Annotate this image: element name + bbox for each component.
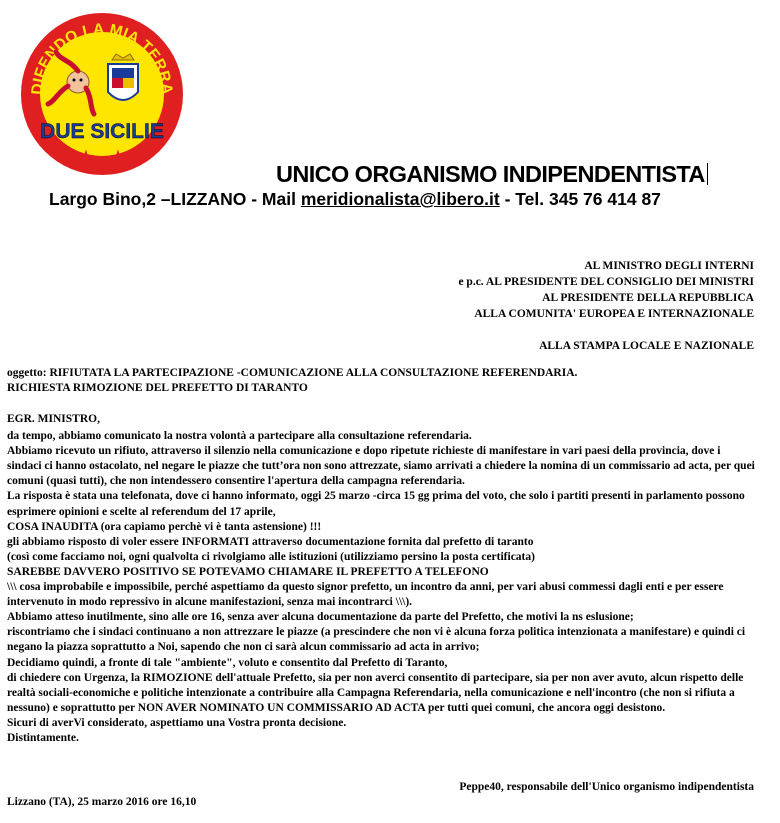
email-link[interactable]: meridionalista@libero.it — [300, 189, 500, 209]
star-icon: ★ — [77, 147, 95, 169]
body-paragraph: di chiedere con Urgenza, la RIMOZIONE dell'attuale Prefetto, sia per non averci consentito di partecipare, sia per non aver avuto, alcun rispetto delle realtà sociali-economiche e politiche intenzionate a contribuire alla Campagna Referendaria, nella comunicazione e nell'incontro (che non si rifiuta a nessuno) e soprattutto per NON AVER NOMINATO UN COMMISSARIO AD ACTA per tutti quei comuni, che ancora oggi desistono. — [7, 671, 744, 714]
subject-block — [7, 366, 577, 396]
body-paragraph: (così come facciamo noi, ogni qualvolta ci rivolgiamo alle istituzioni (utilizziamo persino la posta certificata) — [7, 550, 535, 563]
due-sicilie-logo — [20, 12, 184, 176]
signature: Peppe40, responsabile dell'Unico organismo indipendentista — [459, 781, 754, 793]
subject-line: oggetto: RIFIUTATA LA PARTECIPAZIONE -COMUNICAZIONE ALLA CONSULTAZIONE REFERENDARIA. — [7, 367, 578, 379]
subject-line: RICHIESTA RIMOZIONE DEL PREFETTO DI TARANTO — [7, 382, 308, 394]
body-paragraph: Decidiamo quindi, a fronte di tale "ambiente", voluto e consentito dal Prefetto di Taranto, — [7, 656, 448, 669]
place-date: Lizzano (TA), 25 marzo 2016 ore 16,10 — [7, 796, 197, 808]
body-paragraph: da tempo, abbiamo comunicato la nostra volontà a partecipare alla consultazione referendaria. — [7, 430, 472, 443]
logo-top-text: DIFENDO LA MIA TERRA — [28, 20, 176, 96]
recipients-block — [458, 258, 754, 354]
body-paragraph: riscontriamo che i sindaci continuano a non attrezzare le piazze (a prescindere che non vi è alcuna forza politica intenzionata a manifestare) e quindi ci negano la piazza soprattutto a Noi, sapendo che non ci sarà alcun commissario ad acta in arrivo; — [7, 626, 746, 654]
body-paragraph: COSA INAUDITA (ora capiamo perchè vi è tanta astensione) !!! — [7, 520, 322, 533]
body-paragraph: La risposta è stata una telefonata, dove ci hanno informato, oggi 25 marzo -circa 15 gg prima del voto, che solo i partiti presenti in parlamento possono esprimere opinioni e scelte al referendum del 17 aprile, — [7, 490, 745, 518]
body-paragraph: SAREBBE DAVVERO POSITIVO SE POTEVAMO CHIAMARE IL PREFETTO A TELEFONO — [7, 565, 489, 578]
recipient-line: AL PRESIDENTE DELLA REPUBBLICA — [542, 292, 754, 304]
body-paragraph: \\\ cosa improbabile e impossibile, perché aspettiamo da questo signor prefetto, un incontro da anni, per vari abusi commessi dagli enti e per essere intervenuto in modo repressivo in alcune manifestazioni, senza mai incontrarci \\\). — [7, 581, 724, 609]
recipient-line: AL MINISTRO DEGLI INTERNI — [584, 260, 754, 272]
star-icon: ★ — [109, 147, 127, 169]
body-paragraph: Abbiamo atteso inutilmente, sino alle ore 16, senza aver alcuna documentazione da parte del Prefetto, che motivi la ns eslusione; — [7, 611, 634, 624]
letter-body — [7, 412, 757, 746]
recipient-line: ALLA COMUNITA' EUROPEA E INTERNAZIONALE — [474, 308, 754, 320]
logo-bottom-text: DUE SICILIE — [40, 120, 164, 143]
phone-text: - Tel. 345 76 414 87 — [499, 189, 661, 209]
contact-line — [49, 189, 661, 210]
body-paragraph: gli abbiamo risposto di voler essere INFORMATI attraverso documentazione fornita dal prefetto di taranto — [7, 535, 534, 548]
body-paragraph: Sicuri di averVi considerato, aspettiamo una Vostra pronta decisione. — [7, 716, 347, 729]
body-paragraph: Abbiamo ricevuto un rifiuto, attraverso il silenzio nella comunicazione e dopo ripetute richieste di manifestare in vari paesi della provincia, dove i sindaci ci hanno ostacolato, nel negare le piazze che tutt’ora non sono attrezzate, siamo arrivati a chiedere la nomina di un commissario ad acta, per quei comuni (quasi tutti), che non intendessero consentire l'apertura della campagna referendaria. — [7, 445, 755, 488]
organization-title — [276, 161, 708, 188]
press-recipient: ALLA STAMPA LOCALE E NAZIONALE — [539, 340, 754, 352]
recipient-line: e p.c. AL PRESIDENTE DEL CONSIGLIO DEI MINISTRI — [458, 276, 754, 288]
body-paragraph: Distintamente. — [7, 731, 79, 744]
address-text: Largo Bino,2 –LIZZANO - Mail — [49, 189, 301, 209]
text-cursor — [707, 163, 708, 185]
salutation: EGR. MINISTRO, — [7, 413, 100, 425]
organization-title-text: UNICO ORGANISMO INDIPENDENTISTA — [276, 161, 705, 187]
